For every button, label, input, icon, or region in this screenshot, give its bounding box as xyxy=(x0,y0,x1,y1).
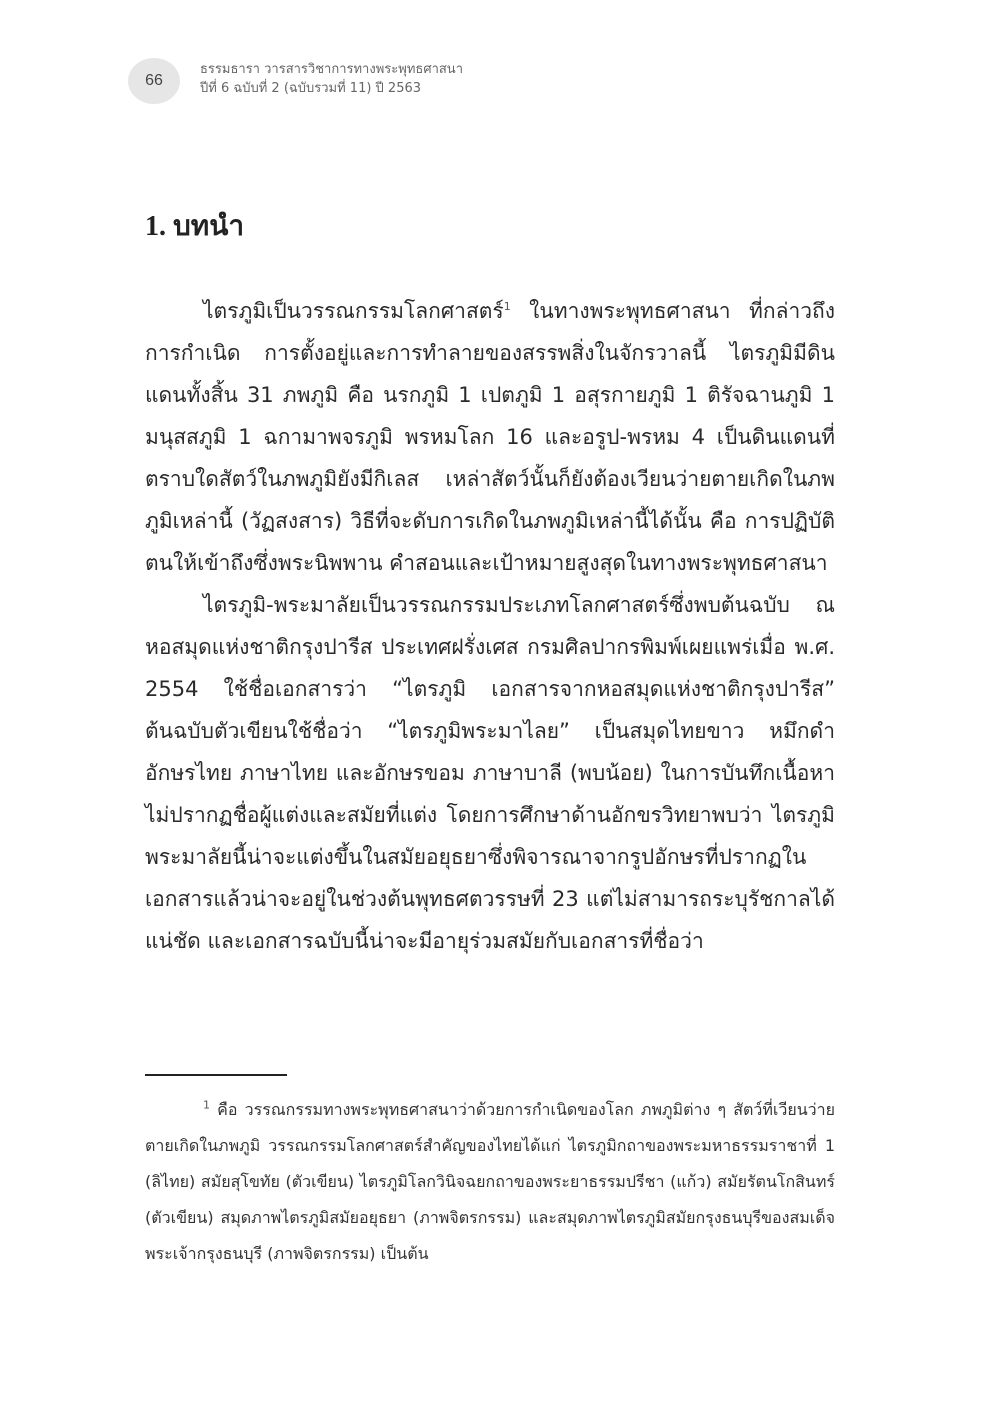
section-heading: 1. บทนำ xyxy=(145,211,245,242)
paragraph-2: ไตรภูมิ-พระมาลัยเป็นวรรณกรรมประเภทโลกศาสตร์ซึ่งพบต้นฉบับ ณ หอสมุดแห่งชาติกรุงปารีส ประเทศฝรั่งเศส กรมศิลปากรพิมพ์เผยแพร่เมื่อ พ.ศ. 2554 ใช้ชื่อเอกสารว่า “ไตรภูมิ เอกสารจากหอสมุดแห่งชาติกรุงปารีส” ต้นฉบับตัวเขียนใช้ชื่อว่า “ไตรภูมิพระมาไลย” เป็นสมุดไทยขาว หมึกดำ อักษรไทย ภาษาไทย และอักษรขอม ภาษาบาลี (พบน้อย) ในการบันทึกเนื้อหา ไม่ปรากฏชื่อผู้แต่งและสมัยที่แต่ง โดยการศึกษาด้านอักขรวิทยาพบว่า ไตรภูมิพระมาลัยนี้น่าจะแต่งขึ้นในสมัยอยุธยาซึ่งพิจารณาจากรูปอักษรที่ปรากฏในเอกสารแล้วน่าจะอยู่ในช่วงต้นพุทธศตวรรษที่ 23 แต่ไม่สามารถระบุรัชกาลได้แน่ชัด และเอกสารฉบับนี้น่าจะมีอายุร่วมสมัยกับเอกสารที่ชื่อว่า xyxy=(145,593,835,953)
paragraph-1 xyxy=(145,290,835,584)
footnote-divider xyxy=(145,1074,287,1076)
footnote-paragraph xyxy=(145,1092,835,1272)
body-text xyxy=(145,290,835,962)
footnote-text: คือ วรรณกรรมทางพระพุทธศาสนาว่าด้วยการกำเนิดของโลก ภพภูมิต่าง ๆ สัตว์ที่เวียนว่ายตายเกิดในภพภูมิ วรรณกรรมโลกศาสตร์สำคัญของไทยได้แก่ ไตรภูมิกถาของพระมหาธรรมราชาที่ 1 (ลิไทย) สมัยสุโขทัย (ตัวเขียน) ไตรภูมิโลกวินิจฉยกถาของพระยาธรรมปรีชา (แก้ว) สมัยรัตนโกสินทร์ (ตัวเขียน) สมุดภาพไตรภูมิสมัยอยุธยา (ภาพจิตรกรรม) และสมุดภาพไตรภูมิสมัยกรุงธนบุรีของสมเด็จพระเจ้ากรุงธนบุรี (ภาพจิตรกรรม) เป็นต้น xyxy=(145,1100,835,1263)
footnote-reference: 1 xyxy=(503,300,511,313)
journal-title: ธรรมธารา วารสารวิชาการทางพระพุทธศาสนา xyxy=(200,62,463,77)
footnote xyxy=(145,1092,835,1272)
footnote-marker: 1 xyxy=(203,1098,210,1112)
journal-issue: ปีที่ 6 ฉบับที่ 2 (ฉบับรวมที่ 11) ปี 2563 xyxy=(200,81,422,96)
paragraph-1-text-start: ไตรภูมิเป็นวรรณกรรมโลกศาสตร์ xyxy=(203,299,504,323)
page-number-badge xyxy=(128,58,180,104)
page-number: 66 xyxy=(145,72,163,89)
paragraph-1-text-rest: ในทางพระพุทธศาสนา ที่กล่าวถึงการกำเนิด การตั้งอยู่และการทำลายของสรรพสิ่งในจักรวาลนี้ ไตรภูมิมีดินแดนทั้งสิ้น 31 ภพภูมิ คือ นรกภูมิ 1 เปตภูมิ 1 อสุรกายภูมิ 1 ติรัจฉานภูมิ 1 มนุสสภูมิ 1 ฉกามาพจรภูมิ พรหมโลก 16 และอรูป-พรหม 4 เป็นดินแดนที่ตราบใดสัตว์ในภพภูมิยังมีกิเลส เหล่าสัตว์นั้นก็ยังต้องเวียนว่ายตายเกิดในภพภูมิเหล่านี้ (วัฏสงสาร) วิธีที่จะดับการเกิดในภพภูมิเหล่านี้ได้นั้น คือ การปฏิบัติตนให้เข้าถึงซึ่งพระนิพพาน คำสอนและเป้าหมายสูงสุดในทางพระพุทธศาสนา xyxy=(145,299,835,575)
running-header xyxy=(200,60,463,98)
